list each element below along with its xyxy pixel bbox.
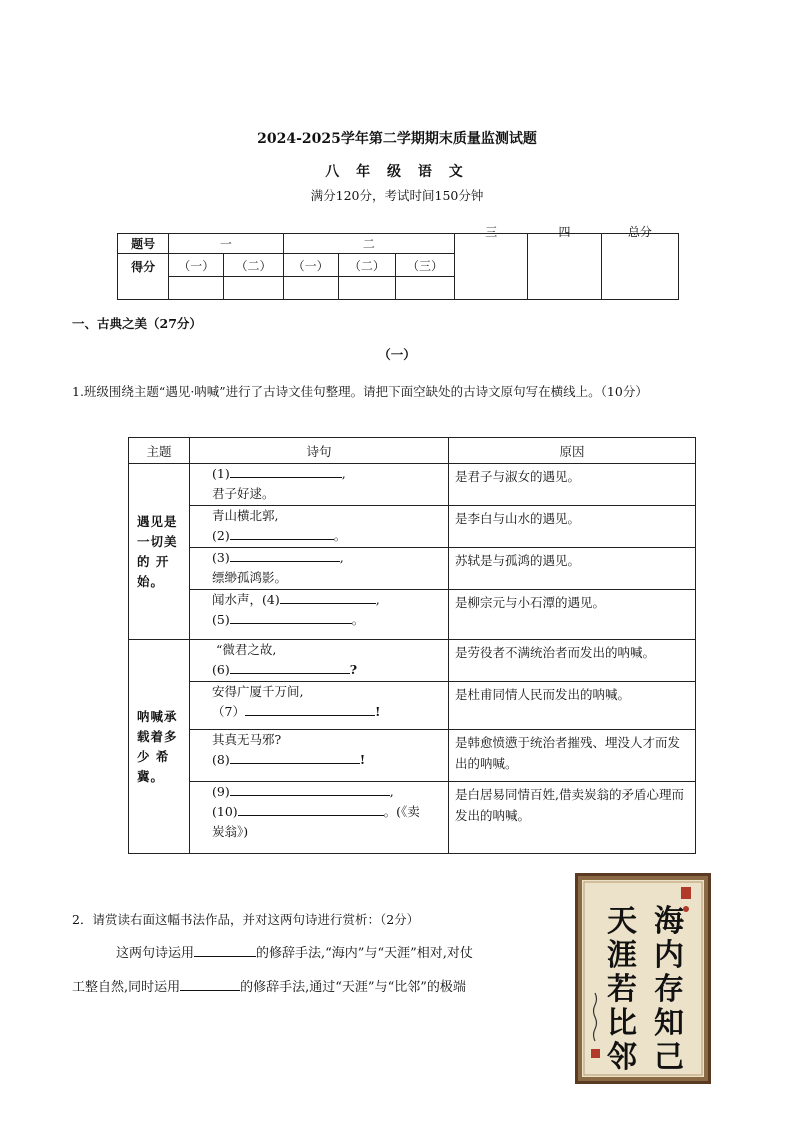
reason-cell: 是柳宗元与小石潭的遇见。 <box>449 590 696 640</box>
theme-meet: 遇见是一切美的 开始。 <box>129 464 190 640</box>
poem-cell: 闻水声，(4) , (5) 。 <box>190 590 449 640</box>
reason-cell: 是白居易同情百姓,借卖炭翁的矛盾心理而发出的呐喊。 <box>449 782 696 854</box>
seal-icon <box>591 1049 600 1058</box>
score-cell <box>283 277 338 300</box>
reason-cell: 是劳役者不满统治者而发出的呐喊。 <box>449 640 696 682</box>
question-1: 1.班级围绕主题“遇见·呐喊”进行了古诗文佳句整理。请把下面空缺处的古诗文原句写在横线上。（10分） <box>72 384 648 399</box>
reason-cell: 是杜甫同情人民而发出的呐喊。 <box>449 682 696 730</box>
answer-blank[interactable] <box>238 803 384 816</box>
answer-blank[interactable] <box>230 465 342 478</box>
answer-blank[interactable] <box>245 703 375 716</box>
poem-header-poem: 诗句 <box>190 438 449 464</box>
exam-info: 满分120分，考试时间150分钟 <box>310 188 484 203</box>
score-cell <box>395 277 454 300</box>
score-sub-1a: （一） <box>169 254 224 277</box>
poem-cell: 其真无马邪? (8) ! <box>190 730 449 782</box>
score-cell <box>224 277 283 300</box>
question-2: 2．请赏读右面这幅书法作品，并对这两句诗进行赏析：（2分） <box>72 912 420 927</box>
calligraphy-col-1: 海内存知己 <box>654 904 684 1075</box>
reason-cell: 是韩愈愤懑于统治者摧残、埋没人才而发出的呐喊。 <box>449 730 696 782</box>
score-sub-2c: （三） <box>395 254 454 277</box>
subsection-heading: （一） <box>378 347 416 362</box>
reason-cell: 苏轼是与孤鸿的遇见。 <box>449 548 696 590</box>
poem-cell: 青山横北郭, (2) 。 <box>190 506 449 548</box>
score-sub-2b: （二） <box>338 254 395 277</box>
question-2-para-1: 这两句诗运用 的修辞手法,“海内”与“天涯”相对,对仗 <box>72 942 552 964</box>
poem-cell: “微君之故, (6) ? <box>190 640 449 682</box>
score-cell <box>169 277 224 300</box>
section-heading: 一、古典之美（27分） <box>72 316 202 331</box>
answer-blank[interactable] <box>230 549 340 562</box>
answer-blank[interactable] <box>230 611 352 624</box>
poem-cell: (1) , 君子好逑。 <box>190 464 449 506</box>
score-header-tihao: 题号 <box>118 234 169 254</box>
score-header-4: 四 <box>528 234 601 300</box>
question-2-para-2: 工整自然,同时运用 的修辞手法,通过“天涯”与“比邻”的极端 <box>72 976 552 998</box>
score-sub-1b: （二） <box>224 254 283 277</box>
score-header-2: 二 <box>283 234 455 254</box>
answer-blank[interactable] <box>230 751 360 764</box>
score-cell <box>338 277 395 300</box>
poem-cell: (3) , 缥缈孤鸿影。 <box>190 548 449 590</box>
seal-icon <box>681 887 691 899</box>
score-sub-2a: （一） <box>283 254 338 277</box>
answer-blank[interactable] <box>230 527 334 540</box>
poem-table <box>128 437 696 854</box>
answer-blank[interactable] <box>230 661 350 674</box>
exam-title: 2024-2025学年第二学期期末质量监测试题 <box>257 131 537 147</box>
answer-blank[interactable] <box>230 783 390 796</box>
poem-header-reason: 原因 <box>449 438 696 464</box>
score-table <box>117 224 679 300</box>
poem-cell: (9) , (10) 。(《卖 炭翁》) <box>190 782 449 854</box>
calligraphy-artwork <box>575 873 711 1084</box>
poem-cell: 安得广厦千万间, （7） ! <box>190 682 449 730</box>
score-row-label: 得分 <box>118 254 169 300</box>
answer-blank[interactable] <box>280 591 376 604</box>
score-header-total: 总分 <box>601 234 678 300</box>
answer-blank[interactable] <box>180 976 240 991</box>
reason-cell: 是君子与淑女的遇见。 <box>449 464 696 506</box>
calligraphy-col-2: 天涯若比邻 <box>607 904 637 1075</box>
exam-subtitle: 八 年 级 语 文 <box>325 164 469 180</box>
score-header-1: 一 <box>169 234 283 254</box>
poem-header-theme: 主题 <box>129 438 190 464</box>
score-header-3: 三 <box>455 234 528 300</box>
reason-cell: 是李白与山水的遇见。 <box>449 506 696 548</box>
theme-shout: 呐喊承载着多 少 希冀。 <box>129 640 190 854</box>
answer-blank[interactable] <box>194 942 256 957</box>
